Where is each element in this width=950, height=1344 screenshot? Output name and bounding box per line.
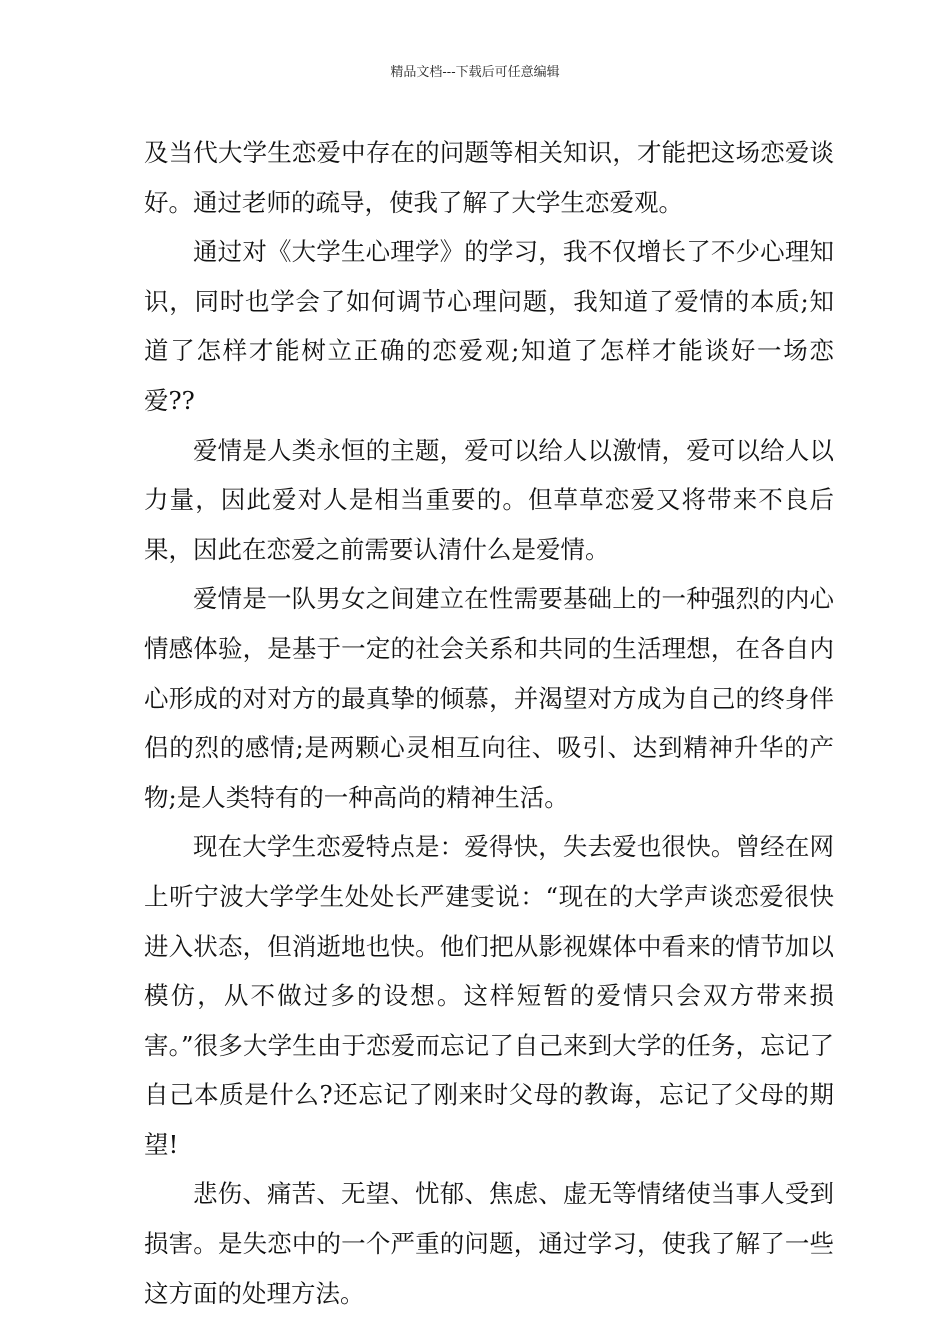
paragraph-2: 通过对《大学生心理学》的学习，我不仅增长了不少心理知识，同时也学会了如何调节心理问题，我知道了爱情的本质;知道了怎样才能树立正确的恋爱观;知道了怎样才能谈好一场恋爱??: [144, 237, 834, 415]
page-header: 精品文档---下载后可任意编辑: [390, 65, 560, 80]
paragraph-1: 及当代大学生恋爱中存在的问题等相关知识，才能把这场恋爱谈好。通过老师的疏导，使我了解了大学生恋爱观。: [144, 138, 834, 217]
document-body: [144, 128, 834, 1318]
paragraph-5: 现在大学生恋爱特点是：爱得快，失去爱也很快。曾经在网上听宁波大学学生处处长严建雯说：“现在的大学声谈恋爱很快进入状态，但消逝地也快。他们把从影视媒体中看来的情节加以模仿，从不做过多的设想。这样短暂的爱情只会双方带来损害。”很多大学生由于恋爱而忘记了自己来到大学的任务，忘记了自己本质是什么?还忘记了刚来时父母的教诲，忘记了父母的期望!: [144, 832, 834, 1159]
paragraph-4: 爱情是一队男女之间建立在性需要基础上的一种强烈的内心情感体验，是基于一定的社会关系和共同的生活理想，在各自内心形成的对对方的最真挚的倾慕，并渴望对方成为自己的终身伴侣的烈的感情;是两颗心灵相互向往、吸引、达到精神升华的产物;是人类特有的一种高尚的精神生活。: [144, 584, 834, 812]
paragraph-6: 悲伤、痛苦、无望、忧郁、焦虑、虚无等情绪使当事人受到损害。是失恋中的一个严重的问题，通过学习，使我了解了一些这方面的处理方法。: [144, 1179, 834, 1308]
paragraph-3: 爱情是人类永恒的主题，爱可以给人以激情，爱可以给人以力量，因此爱对人是相当重要的。但草草恋爱又将带来不良后果，因此在恋爱之前需要认清什么是爱情。: [144, 435, 834, 564]
